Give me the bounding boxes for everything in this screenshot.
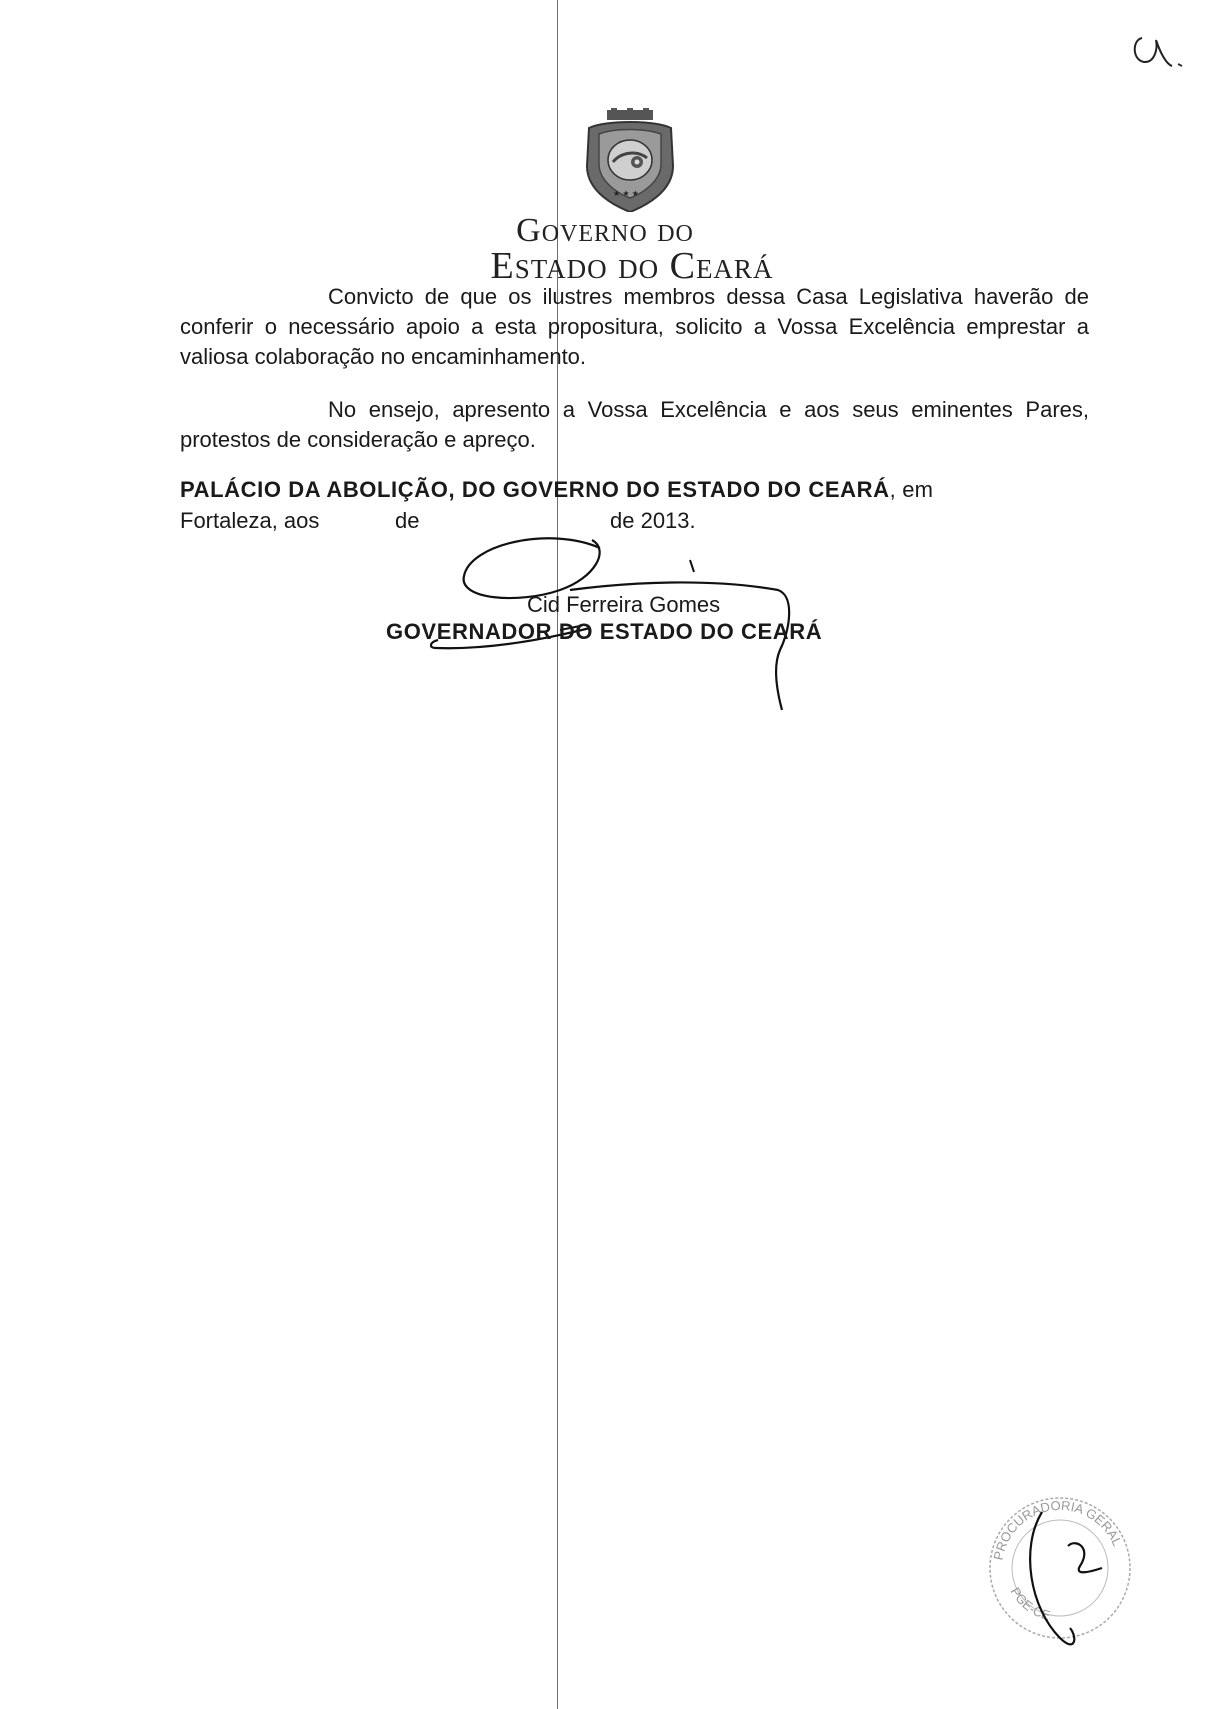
signer-name: Cid Ferreira Gomes [527,592,721,617]
date-year: de 2013. [610,508,696,533]
signer-title: GOVERNADOR DO ESTADO DO CEARÁ [386,619,823,644]
letterhead-line-2: Estado do Ceará [490,245,774,287]
body-paragraph-2: No ensejo, apresento a Vossa Excelência e aos seus eminentes Pares, protestos de consideração e apreço. [180,397,1089,452]
closing-place-rest: , em [889,477,934,502]
stamp-text-bottom: PGE-CE [1007,1584,1053,1624]
svg-text:★ ★ ★: ★ ★ ★ [613,189,639,198]
procuradoria-stamp [980,1488,1140,1648]
closing-place-bold: PALÁCIO DA ABOLIÇÃO, DO GOVERNO DO ESTADO DO CEARÁ [180,477,890,502]
page-number-handwriting [1128,26,1198,76]
date-day-separator: de [395,508,420,533]
date-place: Fortaleza, aos [180,508,320,533]
closing-line [180,475,1089,505]
state-coat-of-arms-icon [575,108,685,212]
letterhead-line-1: Governo do [516,212,694,249]
stamp-text-top: PROCURADORIA GERAL [990,1497,1126,1562]
government-letterhead [470,212,790,287]
body-paragraph-1: Convicto de que os ilustres membros dessa Casa Legislativa haverão de conferir o necessário apoio a esta propositura, solicito a Vossa Excelência emprestar a valiosa colaboração no encaminhamento. [180,284,1089,369]
